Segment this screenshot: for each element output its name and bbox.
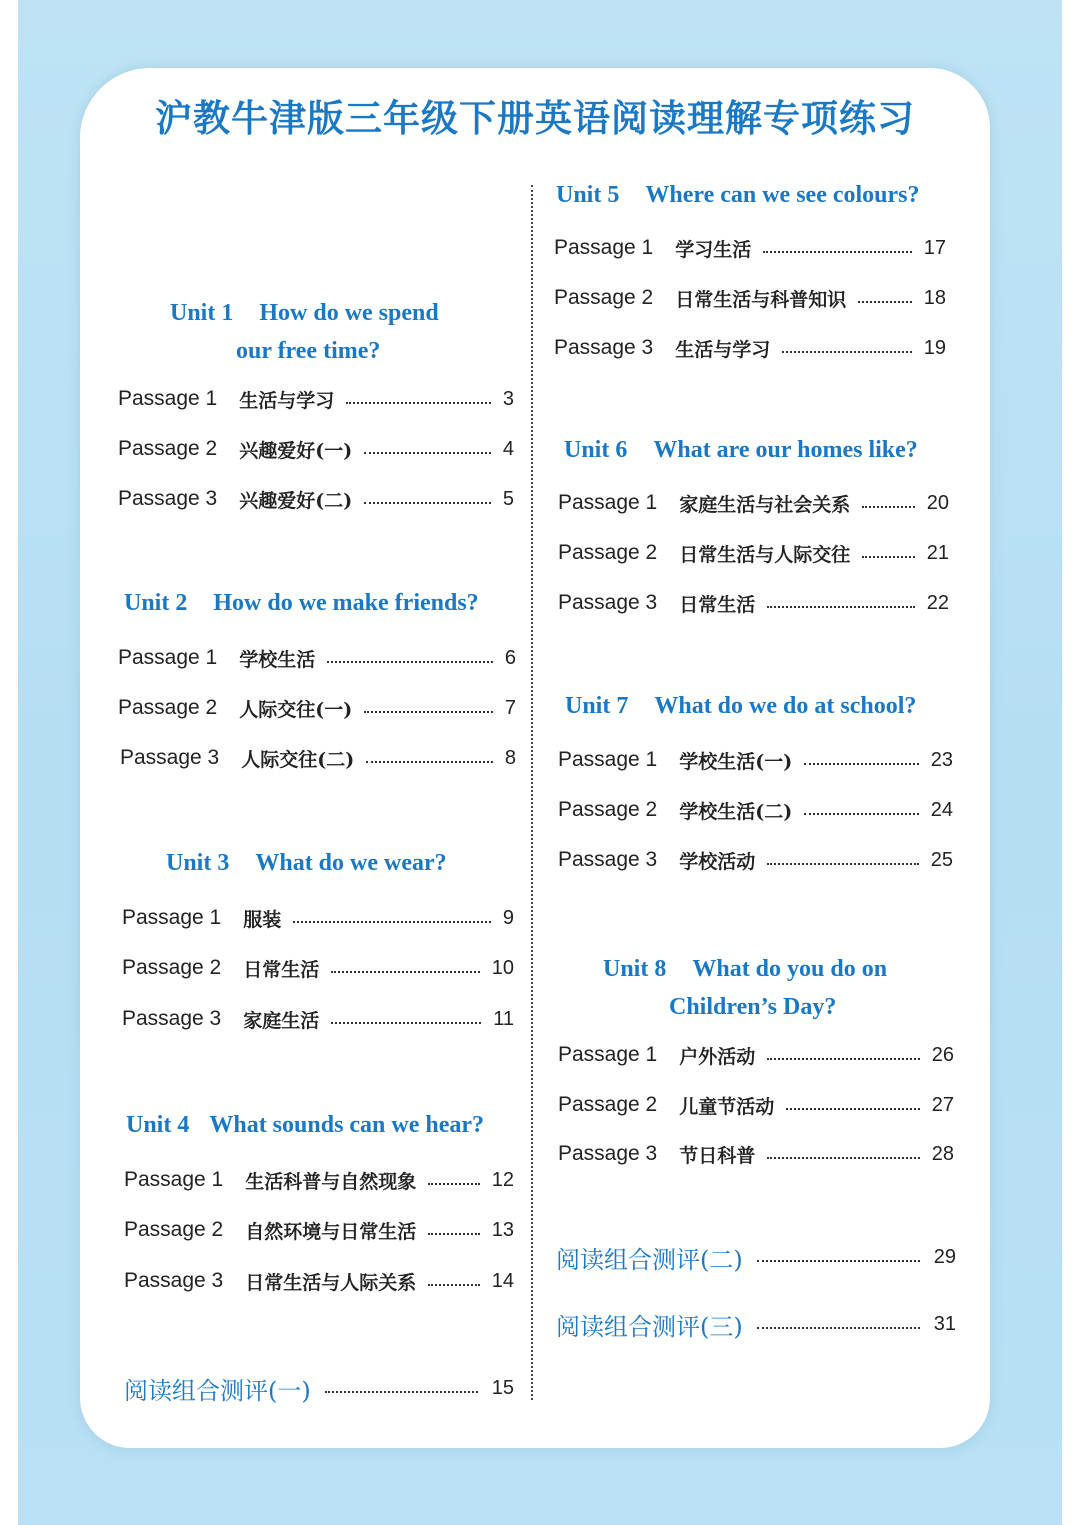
dot-leader [428, 1183, 479, 1185]
dot-leader [862, 506, 914, 508]
unit-8-title: What do you do on [692, 956, 888, 982]
passage-label: Passage 1 [558, 748, 658, 771]
unit-5-passage-2[interactable] [554, 283, 946, 313]
page-number: 18 [923, 286, 946, 309]
passage-label: Passage 3 [124, 1269, 224, 1292]
page-number: 3 [502, 387, 514, 410]
passage-label: Passage 2 [558, 798, 658, 821]
passage-topic: 自然环境与日常生活 [245, 1220, 417, 1243]
unit-8-heading [603, 950, 887, 1026]
passage-label: Passage 1 [122, 906, 222, 929]
page-number: 23 [930, 748, 953, 771]
unit-3-number: Unit 3 [166, 850, 230, 876]
page-number: 8 [504, 746, 516, 769]
unit-5-passage-1[interactable] [554, 233, 946, 263]
page-number: 13 [491, 1218, 514, 1241]
unit-7-passage-1[interactable] [558, 745, 953, 775]
page-number: 21 [926, 541, 949, 564]
unit-4-heading [126, 1112, 484, 1139]
passage-label: Passage 1 [554, 236, 654, 259]
dot-leader [331, 1022, 481, 1024]
passage-topic: 家庭生活与社会关系 [679, 493, 851, 516]
dot-leader [331, 971, 479, 973]
page-number: 19 [923, 336, 946, 359]
passage-label: Passage 1 [558, 491, 658, 514]
page-number: 26 [931, 1043, 954, 1066]
page-number: 5 [502, 487, 514, 510]
page-number: 6 [504, 646, 516, 669]
page-number: 7 [504, 696, 516, 719]
unit-1-passage-3[interactable] [118, 484, 514, 514]
unit-6-number: Unit 6 [564, 437, 628, 463]
dot-leader [428, 1284, 479, 1286]
unit-2-passage-3[interactable] [120, 743, 516, 773]
page-number: 4 [502, 437, 514, 460]
unit-3-passage-3[interactable] [122, 1004, 514, 1034]
page-number: 22 [926, 591, 949, 614]
unit-3-passage-2[interactable] [122, 953, 514, 983]
passage-topic: 生活科普与自然现象 [245, 1170, 417, 1193]
page-number: 29 [933, 1245, 956, 1268]
dot-leader [346, 402, 491, 404]
passage-topic: 学校生活(二) [679, 800, 793, 823]
unit-1-heading [170, 294, 439, 370]
passage-label: Passage 1 [118, 387, 218, 410]
unit-4-title: What sounds can we hear? [209, 1112, 485, 1138]
unit-7-passage-3[interactable] [558, 845, 953, 875]
unit-1-passage-1[interactable] [118, 384, 514, 414]
unit-8-number: Unit 8 [603, 956, 667, 982]
passage-topic: 日常生活与科普知识 [675, 288, 847, 311]
page-number: 25 [930, 848, 953, 871]
passage-topic: 日常生活 [679, 593, 756, 616]
passage-label: Passage 3 [558, 1142, 658, 1165]
passage-label: Passage 1 [558, 1043, 658, 1066]
unit-1-number: Unit 1 [170, 300, 234, 326]
dot-leader [786, 1108, 919, 1110]
dot-leader [364, 711, 493, 713]
test-title: 阅读组合测评(二) [556, 1245, 743, 1274]
page-number: 9 [502, 906, 514, 929]
dot-leader [293, 921, 491, 923]
dot-leader [804, 813, 919, 815]
page-number: 17 [923, 236, 946, 259]
passage-topic: 户外活动 [679, 1045, 756, 1068]
page-title: 沪教牛津版三年级下册英语阅读理解专项练习 [155, 97, 915, 140]
unit-3-passage-1[interactable] [122, 903, 514, 933]
unit-2-heading [124, 590, 479, 617]
page-number: 24 [930, 798, 953, 821]
unit-6-passage-2[interactable] [558, 538, 949, 568]
combined-test-1[interactable] [124, 1370, 514, 1406]
dot-leader [804, 763, 919, 765]
dot-leader [325, 1391, 478, 1393]
passage-label: Passage 1 [124, 1168, 224, 1191]
passage-topic: 学校活动 [679, 850, 756, 873]
unit-4-number: Unit 4 [126, 1112, 190, 1138]
passage-label: Passage 3 [122, 1007, 222, 1030]
passage-label: Passage 2 [558, 541, 658, 564]
unit-3-heading [166, 850, 447, 877]
unit-7-passage-2[interactable] [558, 795, 953, 825]
dot-leader [757, 1260, 920, 1262]
unit-1-passage-2[interactable] [118, 434, 514, 464]
passage-topic: 日常生活与人际关系 [245, 1271, 417, 1294]
unit-2-passage-1[interactable] [118, 643, 516, 673]
passage-label: Passage 2 [122, 956, 222, 979]
unit-1-title-line2: our free time? [236, 338, 381, 364]
unit-4-passage-2[interactable] [124, 1215, 514, 1245]
unit-5-passage-3[interactable] [554, 333, 946, 363]
passage-label: Passage 2 [118, 437, 218, 460]
dot-leader [364, 502, 491, 504]
page-number: 31 [933, 1312, 956, 1335]
unit-5-title: Where can we see colours? [645, 182, 920, 208]
unit-8-passage-1[interactable] [558, 1040, 954, 1070]
passage-topic: 学习生活 [675, 238, 752, 261]
unit-6-passage-3[interactable] [558, 588, 949, 618]
column-divider [531, 185, 533, 1400]
passage-label: Passage 2 [558, 1093, 658, 1116]
passage-label: Passage 2 [118, 696, 218, 719]
test-title: 阅读组合测评(一) [124, 1376, 311, 1405]
passage-label: Passage 3 [118, 487, 218, 510]
passage-topic: 兴趣爱好(一) [239, 439, 353, 462]
page-number: 28 [931, 1142, 954, 1165]
unit-8-title-line2: Children’s Day? [669, 994, 837, 1020]
dot-leader [767, 1058, 919, 1060]
passage-label: Passage 3 [558, 591, 658, 614]
dot-leader [782, 351, 911, 353]
page-number: 12 [491, 1168, 514, 1191]
unit-7-heading [565, 693, 916, 720]
dot-leader [428, 1233, 479, 1235]
dot-leader [364, 452, 491, 454]
unit-6-title: What are our homes like? [653, 437, 918, 463]
passage-topic: 人际交往(一) [239, 698, 353, 721]
page-number: 14 [491, 1269, 514, 1292]
dot-leader [767, 606, 914, 608]
combined-test-2[interactable] [556, 1239, 956, 1275]
unit-5-number: Unit 5 [556, 182, 620, 208]
combined-test-3[interactable] [556, 1306, 956, 1342]
unit-6-heading [564, 437, 918, 464]
passage-label: Passage 1 [118, 646, 218, 669]
passage-topic: 家庭生活 [243, 1009, 320, 1032]
unit-2-title: How do we make friends? [213, 590, 479, 616]
dot-leader [366, 761, 493, 763]
passage-topic: 学校生活(一) [679, 750, 793, 773]
page-number: 27 [931, 1093, 954, 1116]
unit-4-passage-3[interactable] [124, 1266, 514, 1296]
passage-topic: 日常生活 [243, 958, 320, 981]
unit-3-title: What do we wear? [255, 850, 447, 876]
passage-label: Passage 3 [120, 746, 220, 769]
test-title: 阅读组合测评(三) [556, 1312, 743, 1341]
page-number: 20 [926, 491, 949, 514]
unit-8-passage-3[interactable] [558, 1139, 954, 1169]
page-number: 11 [493, 1007, 514, 1030]
page-number: 15 [491, 1376, 514, 1399]
page-number: 10 [491, 956, 514, 979]
passage-topic: 节日科普 [679, 1144, 756, 1167]
passage-topic: 兴趣爱好(二) [239, 489, 353, 512]
dot-leader [862, 556, 914, 558]
dot-leader [767, 1157, 919, 1159]
unit-2-number: Unit 2 [124, 590, 188, 616]
passage-topic: 生活与学习 [239, 389, 335, 412]
unit-2-passage-2[interactable] [118, 693, 516, 723]
dot-leader [327, 661, 493, 663]
dot-leader [763, 251, 911, 253]
dot-leader [757, 1327, 920, 1329]
unit-1-title: How do we spend [259, 300, 439, 326]
dot-leader [858, 301, 911, 303]
unit-7-number: Unit 7 [565, 693, 629, 719]
unit-6-passage-1[interactable] [558, 488, 949, 518]
passage-topic: 日常生活与人际交往 [679, 543, 851, 566]
passage-label: Passage 2 [554, 286, 654, 309]
passage-topic: 服装 [243, 908, 282, 931]
unit-7-title: What do we do at school? [654, 693, 917, 719]
unit-8-passage-2[interactable] [558, 1090, 954, 1120]
passage-label: Passage 3 [554, 336, 654, 359]
passage-topic: 学校生活 [239, 648, 316, 671]
passage-label: Passage 3 [558, 848, 658, 871]
unit-4-passage-1[interactable] [124, 1165, 514, 1195]
passage-topic: 生活与学习 [675, 338, 771, 361]
passage-topic: 人际交往(二) [241, 748, 355, 771]
dot-leader [767, 863, 918, 865]
unit-5-heading [556, 182, 920, 209]
passage-label: Passage 2 [124, 1218, 224, 1241]
passage-topic: 儿童节活动 [679, 1095, 775, 1118]
